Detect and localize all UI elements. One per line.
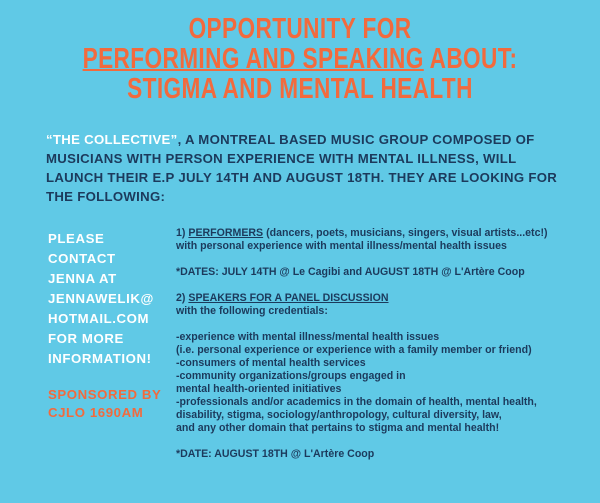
credential-item: and any other domain that pertains to stigma and mental health!	[176, 422, 500, 434]
credential-item: -community organizations/groups engaged in	[176, 370, 406, 382]
contact-line: JENNA AT	[48, 271, 117, 286]
speakers-heading-line	[176, 292, 576, 305]
speakers-number: 2)	[176, 292, 189, 304]
credential-item: -experience with mental illness/mental health issues	[176, 331, 440, 343]
performers-desc: (dancers, poets, musicians, singers, visual artists...etc!)	[263, 227, 548, 239]
opportunity-details	[176, 227, 576, 461]
poster-title	[66, 14, 534, 104]
title-underlined-phrase: PERFORMING AND SPEAKING	[82, 43, 424, 75]
credential-item: disability, stigma, sociology/anthropology, cultural diversity, law,	[176, 409, 502, 421]
performers-number: 1)	[176, 227, 189, 239]
contact-email-line: HOTMAIL.COM	[48, 311, 150, 326]
performers-heading: PERFORMERS	[188, 227, 264, 239]
title-line-2	[66, 44, 534, 74]
credential-item: mental health-oriented initiatives	[176, 383, 342, 395]
speakers-date: *DATE: AUGUST 18TH @ L'Artère Coop	[176, 448, 375, 460]
contact-email-line: JENNAWELIK@	[48, 291, 154, 306]
title-line-2-rest: ABOUT:	[423, 43, 518, 75]
performers-desc-2: with personal experience with mental illness/mental health issues	[176, 240, 507, 252]
sponsor-line: SPONSORED BY	[48, 387, 162, 402]
credential-item: (i.e. personal experience or experience with a family member or friend)	[176, 344, 532, 356]
contact-line: PLEASE	[48, 231, 105, 246]
contact-line: INFORMATION!	[48, 351, 152, 366]
credential-item: -consumers of mental health services	[176, 357, 366, 369]
group-name: “THE COLLECTIVE”	[46, 132, 178, 147]
speakers-heading: SPEAKERS FOR A PANEL DISCUSSION	[188, 292, 389, 304]
credential-item: -professionals and/or academics in the domain of health, mental health,	[176, 396, 537, 408]
title-line-1: OPPORTUNITY FOR	[188, 13, 412, 45]
title-line-3: STIGMA AND MENTAL HEALTH	[127, 73, 473, 105]
speakers-subheading: with the following credentials:	[176, 305, 328, 317]
intro-paragraph	[46, 130, 566, 206]
performers-heading-line	[176, 227, 576, 240]
contact-line: CONTACT	[48, 251, 116, 266]
intro-text: , A MONTREAL BASED MUSIC GROUP COMPOSED OF MUSICIANS WITH PERSON EXPERIENCE WITH MENTAL ILLNESS, WILL LAUNCH THEIR E.P JULY 14TH AND AUGUST 18TH. THEY ARE LOOKING FOR THE FOLLOWING:	[46, 132, 558, 204]
performers-dates: *DATES: JULY 14TH @ Le Cagibi and AUGUST 18TH @ L'Artère Coop	[176, 266, 525, 278]
contact-info	[48, 229, 166, 369]
sponsor-info	[48, 386, 166, 422]
sponsor-line: CJLO 1690AM	[48, 405, 144, 420]
contact-line: FOR MORE	[48, 331, 124, 346]
